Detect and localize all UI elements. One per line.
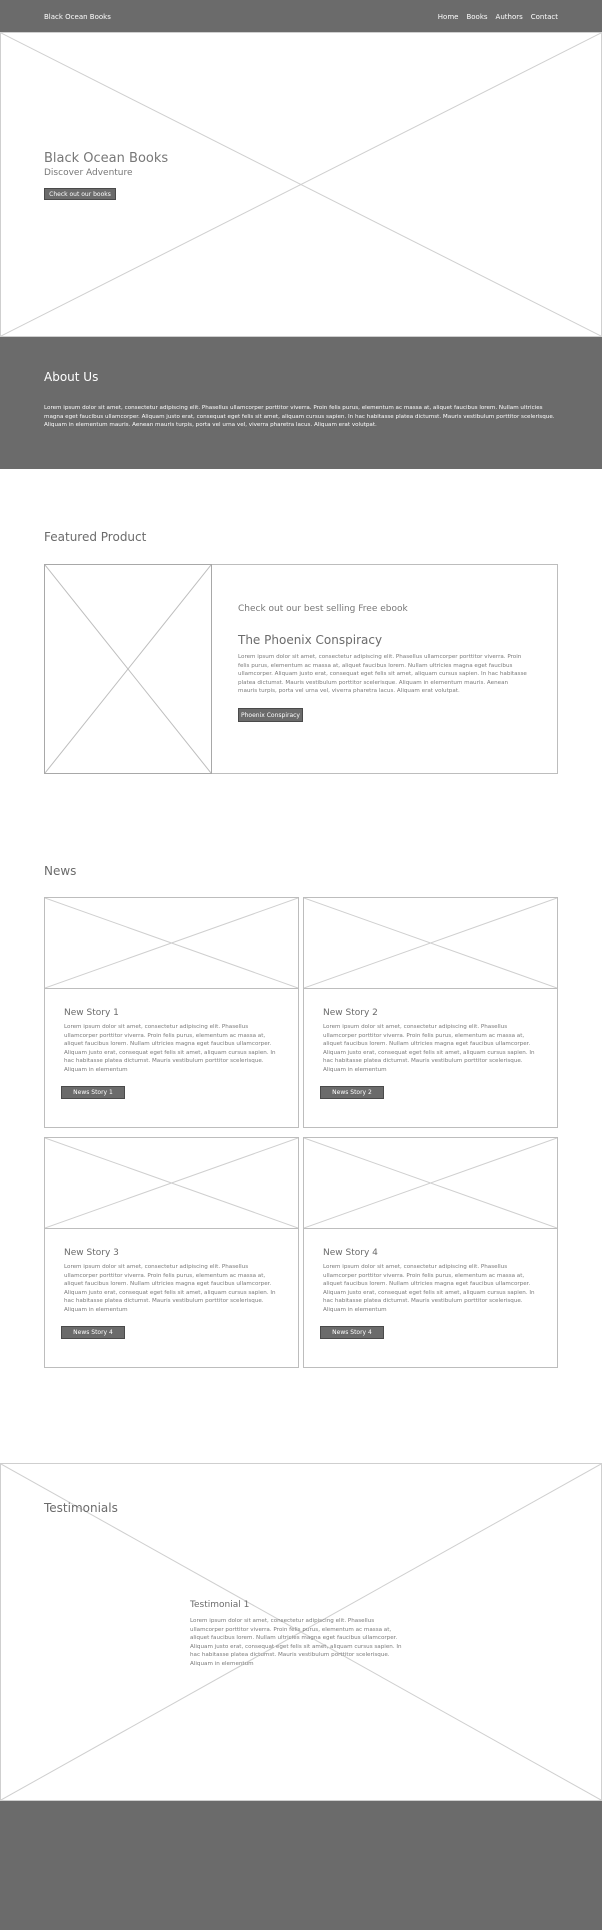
- image-placeholder-icon: [304, 1138, 557, 1228]
- news-image-placeholder: [304, 898, 557, 989]
- hero-subtitle: Discover Adventure: [44, 168, 133, 178]
- testimonial-name: Testimonial 1: [190, 1600, 250, 1610]
- nav-contact-link[interactable]: Contact: [530, 13, 558, 21]
- about-section: [0, 337, 602, 469]
- featured-book-title: The Phoenix Conspiracy: [238, 633, 383, 647]
- testimonial-body: Lorem ipsum dolor sit amet, consectetur adipiscing elit. Phasellus ullamcorper porttitor viverra. Proin felis purus, elementum ac massa at, aliquet faucibus lorem. Nullam ultricies magna eget faucibus ullamcorper. Aliquam justo erat, consequat eget felis sit amet, aliquam cursus sapien. In hac habitasse platea dictumst. Mauris vestibulum porttitor scelerisque. Aliquam in elementum: [190, 1618, 402, 1667]
- main-nav: [438, 13, 558, 21]
- news-story-title: New Story 3: [64, 1248, 119, 1258]
- news-story-button[interactable]: News Story 4: [320, 1326, 384, 1339]
- news-image-placeholder: [304, 1138, 557, 1229]
- news-story-body: Lorem ipsum dolor sit amet, consectetur adipiscing elit. Phasellus ullamcorper porttitor viverra. Proin felis purus, elementum ac massa at, aliquet faucibus lorem. Nullam ultricies magna eget faucibus ullamcorper. Aliquam justo erat, consequat eget felis sit amet, aliquam cursus sapien. In hac habitasse platea dictumst. Mauris vestibulum porttitor scelerisque. Aliquam in elementum: [64, 1264, 276, 1313]
- brand-logo-text[interactable]: Black Ocean Books: [44, 13, 111, 21]
- image-placeholder-icon: [45, 1138, 298, 1228]
- featured-book-button[interactable]: Phoenix Conspiracy: [238, 708, 303, 722]
- image-placeholder-icon: [45, 565, 211, 773]
- about-title: About Us: [44, 370, 99, 384]
- news-card: [303, 1137, 558, 1368]
- testimonials-section-title: Testimonials: [44, 1501, 118, 1515]
- about-body: Lorem ipsum dolor sit amet, consectetur adipiscing elit. Phasellus ullamcorper porttitor viverra. Proin felis purus, elementum ac massa at, aliquet faucibus lorem. Nullam ultricies magna eget faucibus ullamcorper. Aliquam justo erat, consequat eget felis sit amet, aliquam cursus sapien. In hac habitasse platea dictumst. Mauris vestibulum porttitor scelerisque. Aliquam in elementum mauris. Aenean mauris turpis, porta vel urna vel, viverra pharetra lacus. Aliquam erat volutpat.: [44, 405, 555, 428]
- news-card: [303, 897, 558, 1128]
- news-story-title: New Story 2: [323, 1008, 378, 1018]
- news-card: [44, 1137, 299, 1368]
- footer: [0, 1801, 602, 1930]
- hero-title: Black Ocean Books: [44, 151, 169, 166]
- news-card: [44, 897, 299, 1128]
- featured-image-placeholder: [44, 564, 212, 774]
- news-story-button[interactable]: News Story 2: [320, 1086, 384, 1099]
- featured-kicker: Check out our best selling Free ebook: [238, 604, 408, 614]
- featured-section-title: Featured Product: [44, 530, 147, 544]
- hero-image-placeholder: [0, 32, 602, 337]
- news-story-button[interactable]: News Story 1: [61, 1086, 125, 1099]
- news-story-body: Lorem ipsum dolor sit amet, consectetur adipiscing elit. Phasellus ullamcorper porttitor viverra. Proin felis purus, elementum ac massa at, aliquet faucibus lorem. Nullam ultricies magna eget faucibus ullamcorper. Aliquam justo erat, consequat eget felis sit amet, aliquam cursus sapien. In hac habitasse platea dictumst. Mauris vestibulum porttitor scelerisque. Aliquam in elementum: [64, 1024, 276, 1073]
- news-story-title: New Story 4: [323, 1248, 378, 1258]
- news-story-body: Lorem ipsum dolor sit amet, consectetur adipiscing elit. Phasellus ullamcorper porttitor viverra. Proin felis purus, elementum ac massa at, aliquet faucibus lorem. Nullam ultricies magna eget faucibus ullamcorper. Aliquam justo erat, consequat eget felis sit amet, aliquam cursus sapien. In hac habitasse platea dictumst. Mauris vestibulum porttitor scelerisque. Aliquam in elementum: [323, 1024, 535, 1073]
- news-story-button[interactable]: News Story 4: [61, 1326, 125, 1339]
- hero-cta-button[interactable]: Check out our books: [44, 188, 116, 200]
- image-placeholder-icon: [45, 898, 298, 988]
- news-story-body: Lorem ipsum dolor sit amet, consectetur adipiscing elit. Phasellus ullamcorper porttitor viverra. Proin felis purus, elementum ac massa at, aliquet faucibus lorem. Nullam ultricies magna eget faucibus ullamcorper. Aliquam justo erat, consequat eget felis sit amet, aliquam cursus sapien. In hac habitasse platea dictumst. Mauris vestibulum porttitor scelerisque. Aliquam in elementum: [323, 1264, 535, 1313]
- news-image-placeholder: [45, 1138, 298, 1229]
- image-placeholder-icon: [304, 898, 557, 988]
- news-story-title: New Story 1: [64, 1008, 119, 1018]
- top-nav-bar: [0, 0, 602, 32]
- nav-home-link[interactable]: Home: [437, 13, 459, 21]
- image-placeholder-icon: [1, 33, 601, 336]
- news-section-title: News: [44, 864, 77, 878]
- featured-description: Lorem ipsum dolor sit amet, consectetur adipiscing elit. Phasellus ullamcorper porttitor viverra. Proin felis purus, elementum ac massa at, aliquet faucibus lorem. Nullam ultricies magna eget faucibus ullamcorper. Aliquam justo erat, consequat eget felis sit amet, aliquam cursus sapien. In hac habitasse platea dictumst. Mauris vestibulum porttitor scelerisque. Aliquam in elementum mauris. Aenean mauris turpis, porta vel urna vel, viverra pharetra lacus. Aliquam erat volutpat.: [238, 654, 527, 694]
- nav-books-link[interactable]: Books: [466, 13, 488, 21]
- news-image-placeholder: [45, 898, 298, 989]
- nav-authors-link[interactable]: Authors: [495, 13, 523, 21]
